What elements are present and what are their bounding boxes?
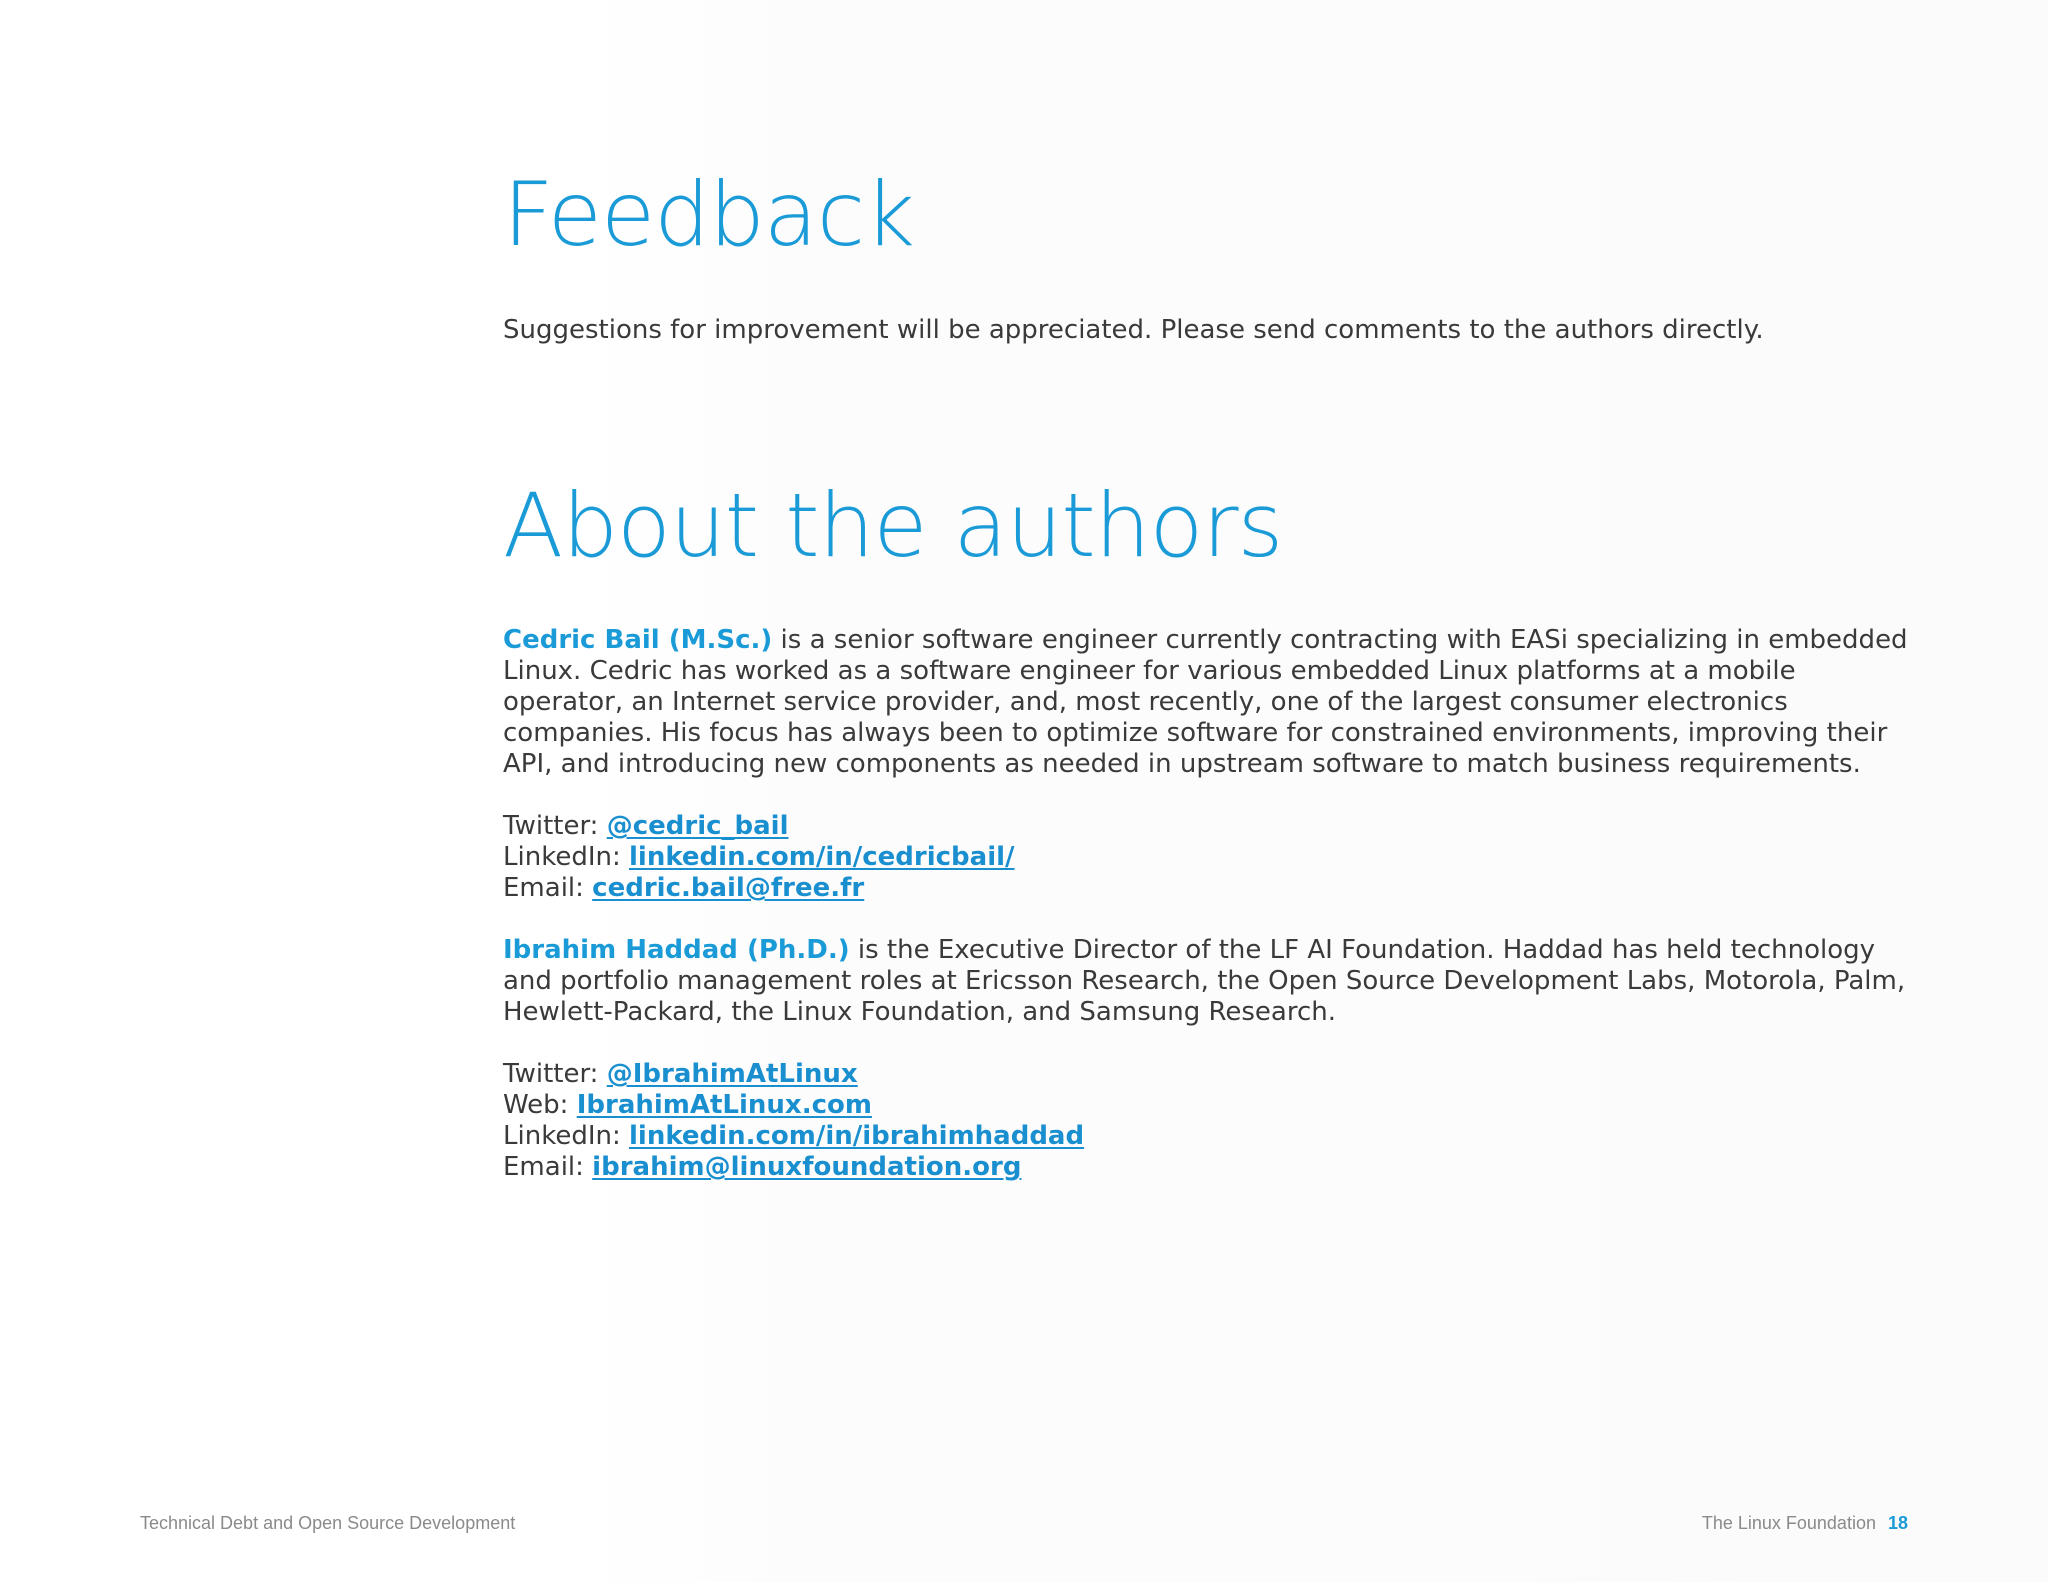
twitter-link[interactable]: @cedric_bail [606,811,789,841]
author-bio-ibrahim [503,935,1923,1028]
linkedin-link[interactable]: linkedin.com/in/ibrahimhaddad [629,1121,1085,1151]
contact-label: LinkedIn: [503,842,629,872]
contact-label: LinkedIn: [503,1121,629,1151]
feedback-heading: Feedback [503,163,915,266]
author-contacts-ibrahim [503,1059,1084,1183]
contact-linkedin [503,1121,1084,1152]
contact-twitter [503,1059,1084,1090]
contact-email [503,1152,1084,1183]
contact-email [503,873,1015,904]
web-link[interactable]: IbrahimAtLinux.com [576,1090,872,1120]
footer-publisher [1702,1513,1908,1534]
about-authors-heading: About the authors [503,474,1283,577]
email-link[interactable]: ibrahim@linuxfoundation.org [592,1152,1022,1182]
author-bio-text: is the Executive Director of the LF AI Foundation. Haddad has held technology and portfolio management roles at Ericsson Research, the Open Source Development Labs, Motorola, Palm, Hewlett-Packard, the Linux Foundation, and Samsung Research. [503,935,1906,1027]
contact-label: Email: [503,1152,593,1182]
contact-twitter [503,811,1015,842]
footer-publisher-name: The Linux Foundation [1701,1513,1876,1533]
email-link[interactable]: cedric.bail@free.fr [592,873,865,903]
contact-label: Web: [503,1090,577,1120]
page-number: 18 [1887,1513,1908,1533]
author-bio-cedric [503,625,1923,780]
author-bio-text: is a senior software engineer currently contracting with EASi specializing in embedded Linux. Cedric has worked as a software engineer for various embedded Linux platforms at a mobile operator, an Internet service provider, and, most recently, one of the largest consumer electronics companies. His focus has always been to optimize software for constrained environments, improving their API, and introducing new components as needed in upstream software to match business requirements. [503,625,1908,779]
contact-web [503,1090,1084,1121]
linkedin-link[interactable]: linkedin.com/in/cedricbail/ [629,842,1015,872]
contact-label: Email: [503,873,593,903]
contact-label: Twitter: [503,811,607,841]
author-name: Cedric Bail (M.Sc.) [503,625,773,655]
author-name: Ibrahim Haddad (Ph.D.) [503,935,850,965]
footer-document-title: Technical Debt and Open Source Development [140,1513,516,1533]
contact-linkedin [503,842,1015,873]
author-contacts-cedric [503,811,1015,904]
contact-label: Twitter: [503,1059,607,1089]
feedback-text: Suggestions for improvement will be appreciated. Please send comments to the authors directly. [503,315,1764,345]
twitter-link[interactable]: @IbrahimAtLinux [606,1059,858,1089]
